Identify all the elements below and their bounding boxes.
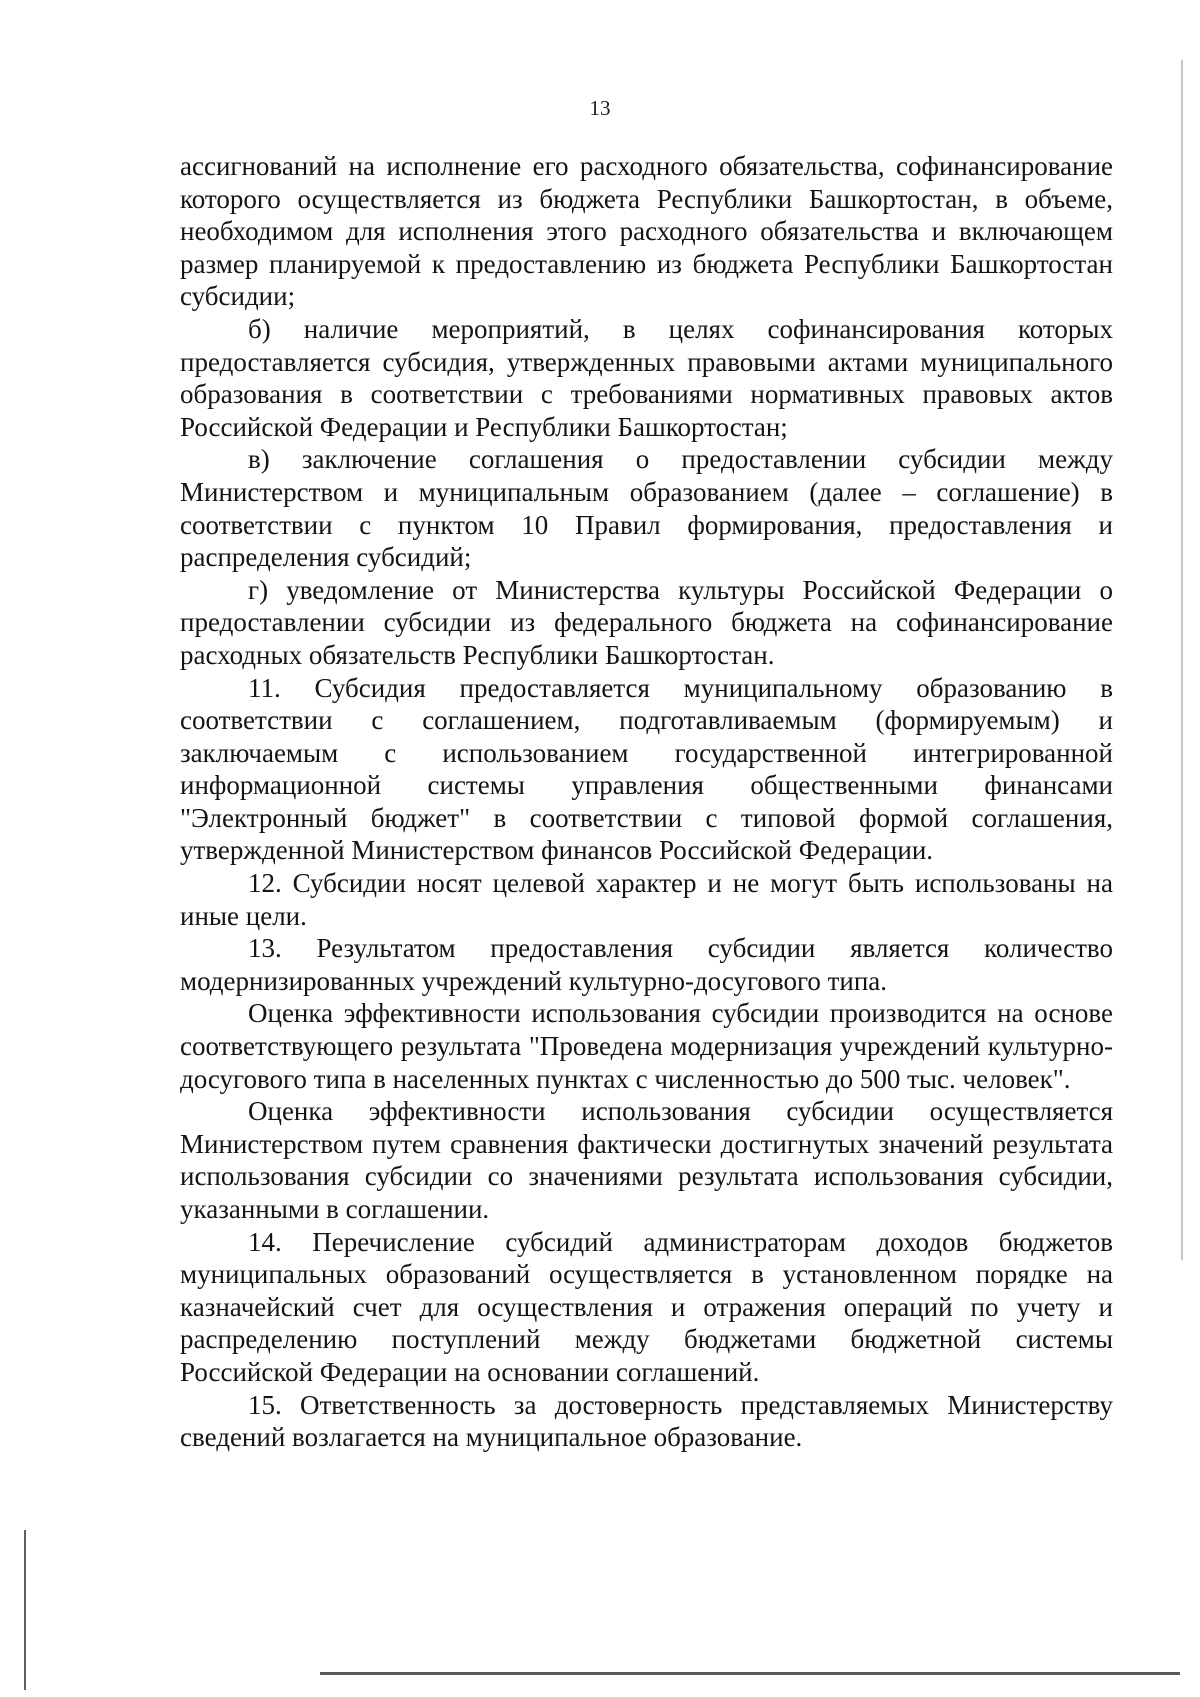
paragraph-clause-15: 15. Ответственность за достоверность представляемых Министерству сведений возлагается на муниципальное образование. <box>180 1389 1113 1453</box>
paragraph-clause-11: 11. Субсидия предоставляется муниципальному образованию в соответствии с соглашением, подготавливаемым (формируемым) и заключаемым с использованием государственной интегрированной информационной системы управления общественными финансами "Электронный бюджет" в соответствии с типовой формой соглашения, утвержденной Министерством финансов Российской Федерации. <box>180 672 1113 866</box>
paragraph-clause-12: 12. Субсидии носят целевой характер и не могут быть использованы на иные цели. <box>180 868 1113 931</box>
scan-edge-line-bottom <box>320 1672 1180 1675</box>
paragraph-clause-13: 13. Результатом предоставления субсидии является количество модернизированных учреждений культурно-досугового типа. <box>180 933 1113 996</box>
scan-edge-line-right <box>1181 60 1183 1260</box>
paragraph-clause-14: 14. Перечисление субсидий администраторам доходов бюджетов муниципальных образований осуществляется в установленном порядке на казначейский счет для осуществления и отражения операций по учету и распределению поступлений между бюджетами бюджетной системы Российской Федерации на основании соглашений. <box>180 1226 1113 1387</box>
paragraph-evaluation-method: Оценка эффективности использования субсидии осуществляется Министерством путем сравнения фактически достигнутых значений результата использования субсидии со значениями результата использования субсидии, указанными в соглашении. <box>180 1096 1113 1224</box>
page-number: 13 <box>589 96 611 120</box>
scan-edge-line-left <box>24 1530 26 1690</box>
document-body <box>180 150 1113 1454</box>
paragraph-item-v: в) заключение соглашения о предоставлении субсидии между Министерством и муниципальным образованием (далее – соглашение) в соответствии с пунктом 10 Правил формирования, предоставления и распределения субсидий; <box>180 444 1113 573</box>
paragraph-item-b: б) наличие мероприятий, в целях софинансирования которых предоставляется субсидия, утвержденных правовыми актами муниципального образования в соответствии с требованиями нормативных правовых актов Российской Федерации и Республики Башкортостан; <box>180 313 1113 442</box>
paragraph-item-g: г) уведомление от Министерства культуры Российской Федерации о предоставлении субсидии из федерального бюджета на софинансирование расходных обязательств Республики Башкортостан. <box>180 574 1113 670</box>
paragraph-continuation: ассигнований на исполнение его расходного обязательства, софинансирование которого осуществляется из бюджета Республики Башкортостан, в объеме, необходимом для исполнения этого расходного обязательства и включающем размер планируемой к предоставлению из бюджета Республики Башкортостан субсидии; <box>180 151 1113 312</box>
paragraph-evaluation-basis: Оценка эффективности использования субсидии производится на основе соответствующего результата "Проведена модернизация учреждений культурно-досугового типа в населенных пунктах с численностью до 500 тыс. человек". <box>180 998 1113 1094</box>
